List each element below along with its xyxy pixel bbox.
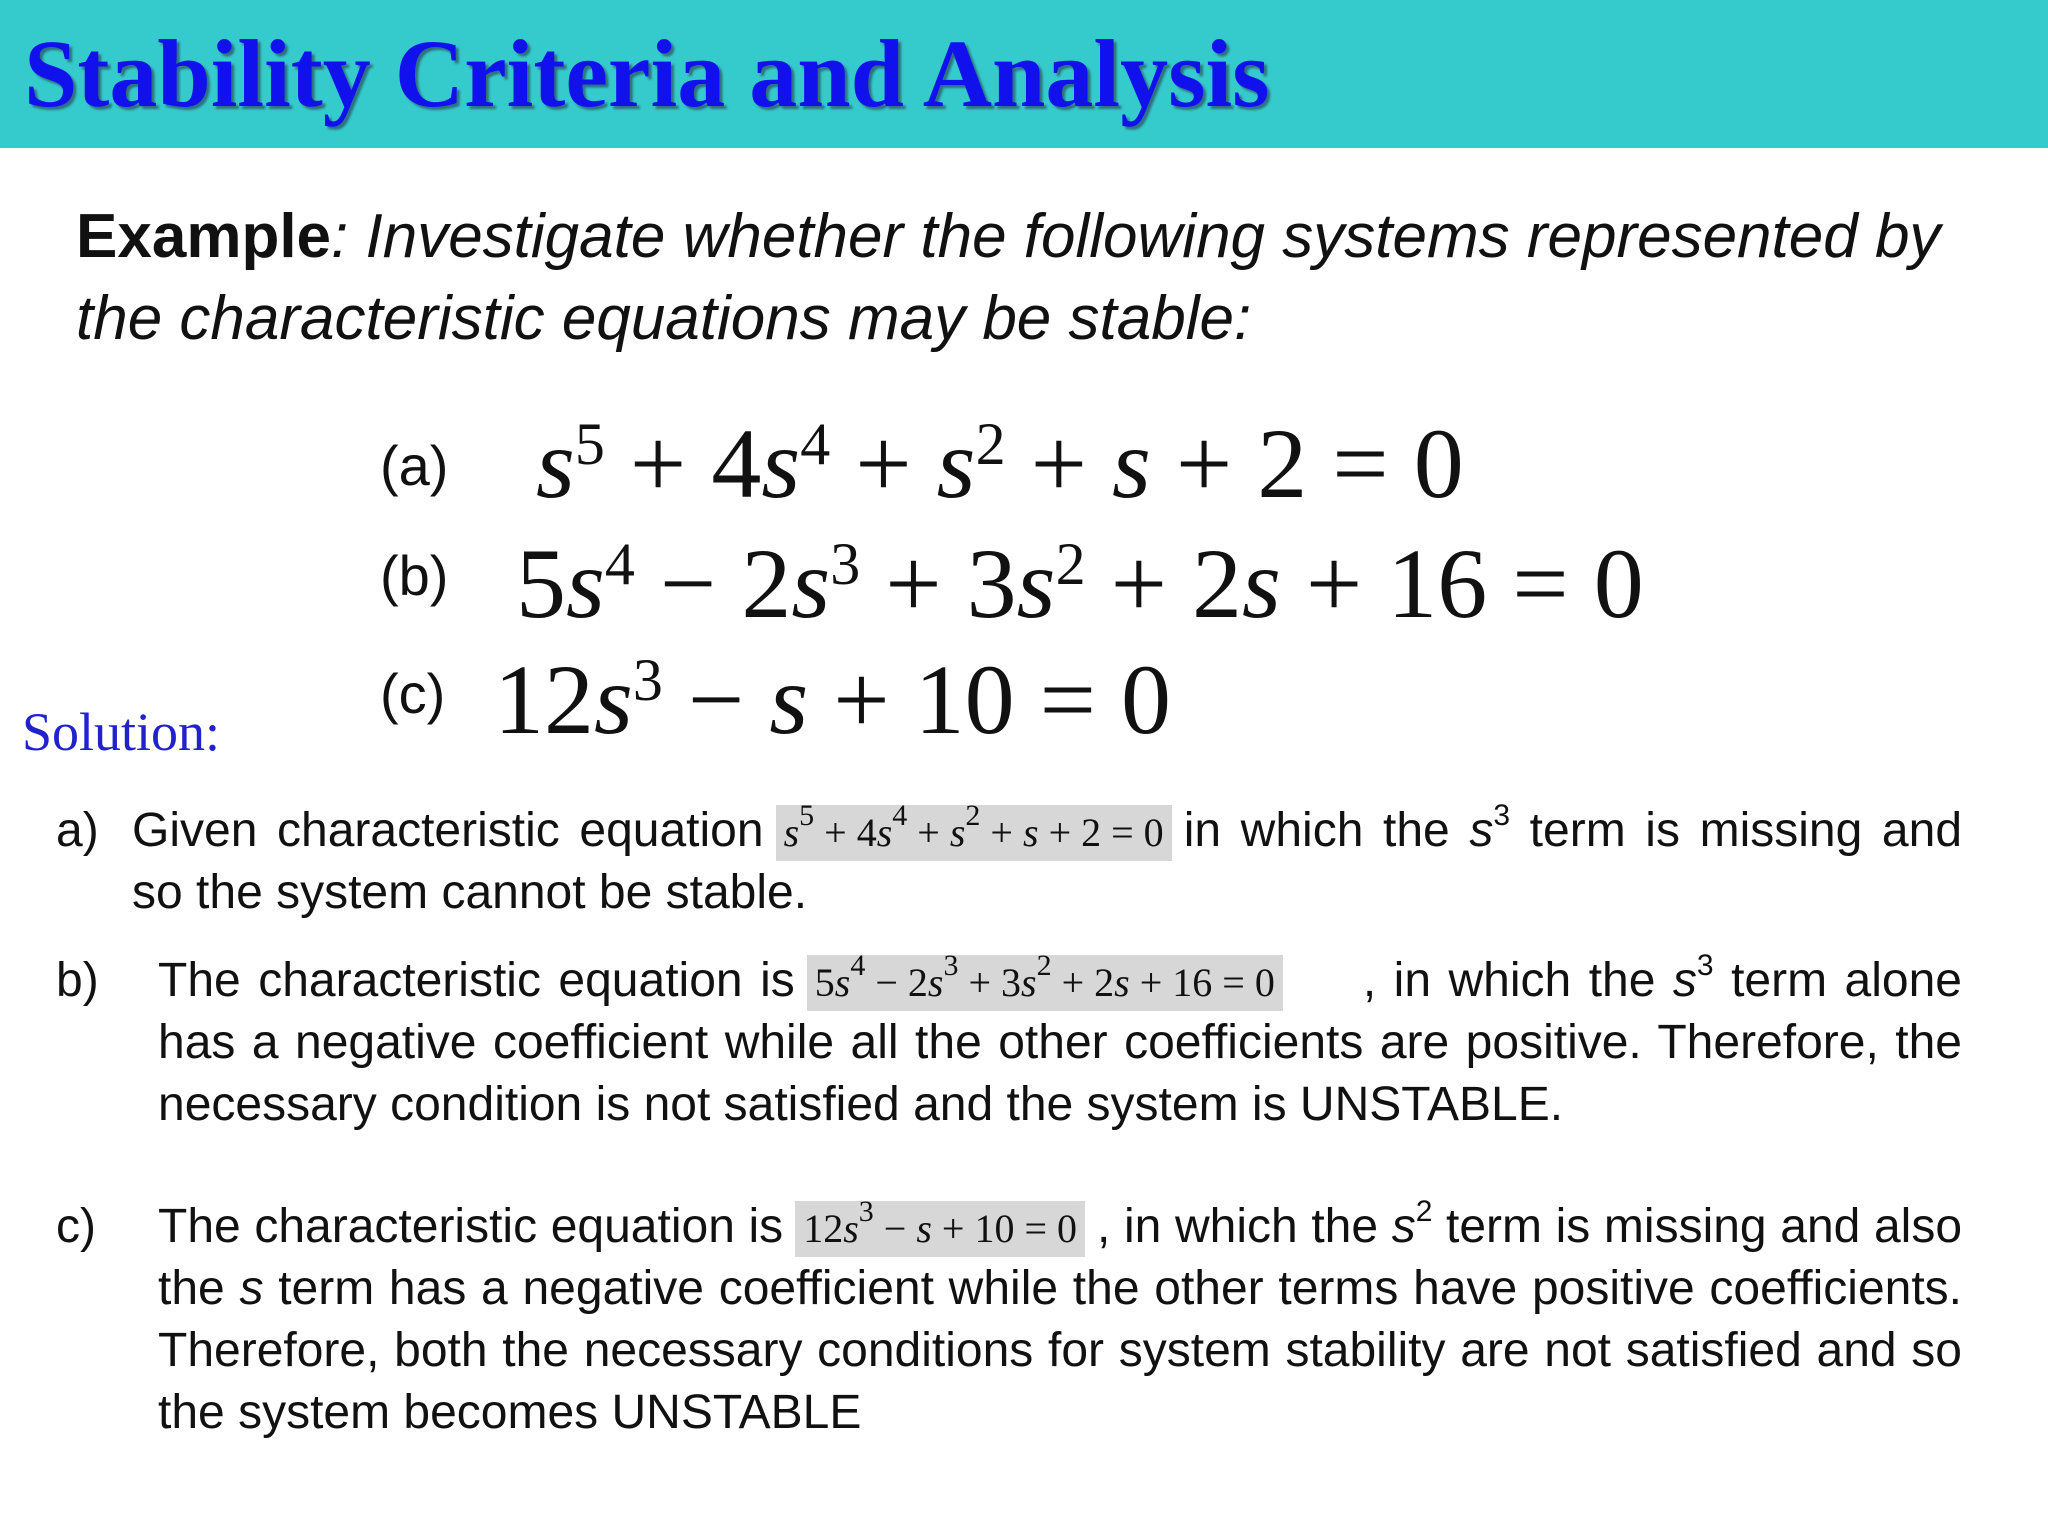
- solution-a-exp: 3: [1493, 799, 1511, 832]
- example-text: Investigate whether the following systems represented by the characteristic equations may be stable:: [76, 202, 1941, 353]
- equation-b: $5s^4 - 2s^3 + 3s^2 + 2s + 16 = 0$: [516, 528, 1644, 639]
- equation-label-b: (b): [380, 544, 449, 607]
- solution-body-b: [158, 950, 1962, 1136]
- solution-b-text-3: term alone has a negative coefficient while all the other coefficients are positive. Therefore, the necessary condition is not satisfied and the system is UNSTABLE.: [158, 954, 1962, 1131]
- equation-a: $s^5 + 4s^4 + s^2 + s + 2 = 0$: [536, 408, 1464, 519]
- solution-item-b: [56, 950, 1962, 1190]
- solution-marker-b: b): [56, 954, 99, 1007]
- solution-item-a: [56, 800, 1962, 940]
- solution-c-text-4: term has a negative coefficient while the other terms have positive coefficients. Therefore, both the necessary conditions for system stability are not satisfied and so the system becomes UNSTABLE: [158, 1262, 1963, 1439]
- slide-title: Stability Criteria and Analysis: [24, 20, 1270, 127]
- equation-c: $12s^3 - s + 10 = 0$: [494, 644, 1172, 755]
- solution-item-c: [56, 1196, 1962, 1456]
- solution-b-text-1: The characteristic equation is: [158, 954, 795, 1007]
- example-lead: Example: [76, 202, 332, 271]
- equation-label-a: (a): [380, 434, 449, 497]
- solution-c-text-2: , in which the: [1097, 1200, 1392, 1253]
- solution-c-var2: s: [239, 1262, 264, 1315]
- solution-marker-a: a): [56, 804, 99, 857]
- solution-a-text-1: Given characteristic equation: [132, 804, 764, 857]
- solution-b-exp: 3: [1696, 949, 1714, 982]
- solution-a-var: s: [1469, 804, 1494, 857]
- example-intro: [76, 196, 1976, 360]
- solution-label: Solution:: [22, 702, 221, 762]
- solution-b-text-2: , in which the: [1362, 954, 1673, 1007]
- solution-b-var: s: [1672, 954, 1697, 1007]
- title-banner: [0, 0, 2048, 148]
- inline-equation-a: $s^5 + 4s^4 + s^2 + s + 2 = 0$: [776, 805, 1172, 861]
- solution-c-var: s: [1391, 1200, 1416, 1253]
- solution-c-text-3: term is missing and also the: [158, 1200, 1963, 1315]
- solution-c-exp: 2: [1415, 1195, 1433, 1228]
- solution-a-text-3: term is missing and so the system cannot be stable.: [132, 804, 1963, 919]
- solution-a-text-2: in which the: [1183, 804, 1470, 857]
- solution-body-c: [158, 1196, 1962, 1444]
- inline-equation-b: $5s^4 - 2s^3 + 3s^2 + 2s + 16 = 0$: [807, 955, 1283, 1011]
- equation-label-c: (c): [380, 662, 446, 725]
- solution-marker-c: c): [56, 1200, 96, 1253]
- inline-equation-c: $12s^3 - s + 10 = 0$: [795, 1201, 1085, 1257]
- example-colon: :: [331, 202, 349, 271]
- solution-body-a: [132, 800, 1962, 924]
- solution-c-text-1: The characteristic equation is: [158, 1200, 784, 1253]
